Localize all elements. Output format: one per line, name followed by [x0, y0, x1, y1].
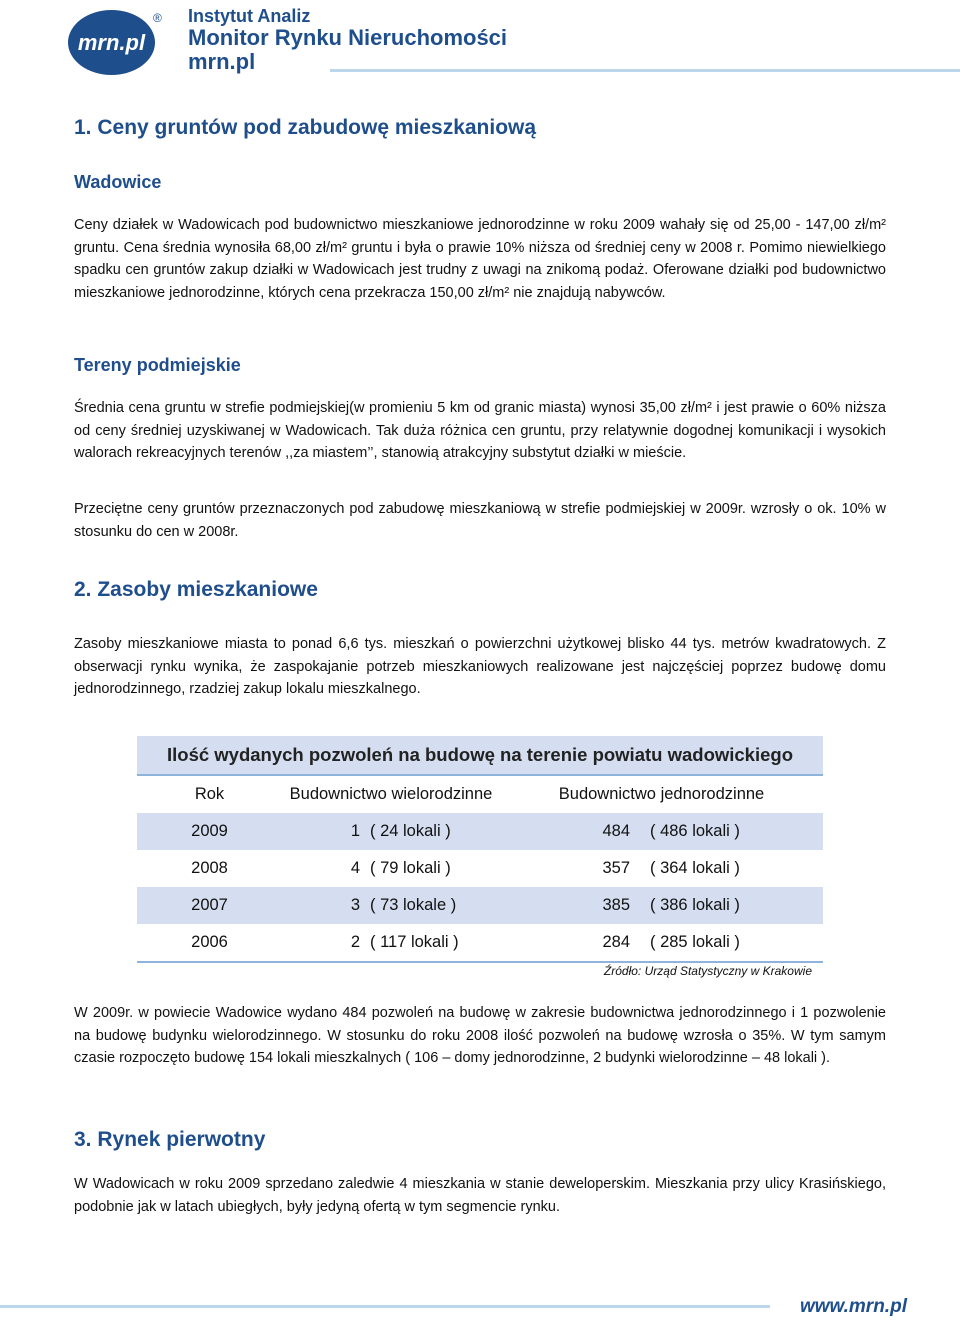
footer-website: www.mrn.pl — [800, 1296, 907, 1317]
row-single-units: ( 285 lokali ) — [650, 924, 823, 962]
logo — [68, 10, 155, 75]
housing-paragraph: Zasoby mieszkaniowe miasta to ponad 6,6 tys. mieszkań o powierzchni użytkowej blisko 44 tys. metrów kwadratowych. Z obserwacji rynku wynika, że zaspokajanie potrzeb mieszkaniowych realizowane jest najczęściej poprzez budowę domu jednorodzinnego, rzadziej zakup lokalu mieszkalnego. — [74, 636, 886, 697]
permits-table — [137, 736, 823, 963]
row-multi-units: ( 24 lokali ) — [370, 813, 500, 850]
header-multi-family: Budownictwo wielorodzinne — [282, 775, 500, 813]
section-3-title: 3. Rynek pierwotny — [74, 1128, 266, 1151]
suburban-paragraph-1: Średnia cena gruntu w strefie podmiejskiej(w promieniu 5 km od granic miasta) wynosi 35,00 zł/m² i jest prawie o 60% niższa od ceny średniej uzyskiwanej w Wadowicach. Tak duża różnica cen gruntu, przy relatywnie dogodnej komunikacji i wysokich walorach rekreacyjnych terenów ,,za miastem’’, stanowią atrakcyjny substytut działki w mieście. — [74, 400, 886, 461]
header-divider — [330, 69, 960, 72]
table-row — [137, 813, 823, 850]
row-year: 2006 — [137, 924, 282, 962]
logo-text: mrn.pl — [77, 29, 146, 55]
row-single-units: ( 364 lokali ) — [650, 850, 823, 887]
row-year: 2009 — [137, 813, 282, 850]
row-multi-units: ( 73 lokale ) — [370, 887, 500, 924]
row-single-count: 357 — [500, 850, 650, 887]
header-single-family: Budownictwo jednorodzinne — [500, 775, 823, 813]
row-year: 2007 — [137, 887, 282, 924]
header-year: Rok — [137, 775, 282, 813]
table-row — [137, 850, 823, 887]
brand-line-1: Instytut Analiz — [188, 6, 311, 26]
table-title: Ilość wydanych pozwoleń na budowę na terenie powiatu wadowickiego — [137, 736, 823, 775]
wadowice-paragraph: Ceny działek w Wadowicach pod budownictwo mieszkaniowe jednorodzinne w roku 2009 wahały się od 25,00 - 147,00 zł/m² gruntu. Cena średnia wynosiła 68,00 zł/m² gruntu i była o prawie 10% niższa od średniej ceny w 2008 r. Pomimo niewielkiego spadku cen gruntów zakup działki w Wadowicach jest trudny z uwagi na znikomą podaż. Oferowane działki pod budownictwo mieszkaniowe jednorodzinne, których cena przekracza 150,00 zł/m² nie znajdują nabywców. — [74, 217, 886, 301]
wadowice-heading: Wadowice — [74, 172, 162, 192]
suburban-paragraph-2: Przeciętne ceny gruntów przeznaczonych pod zabudowę mieszkaniową w strefie podmiejskiej w 2009r. wzrosły o ok. 10% w stosunku do cen w 2008r. — [74, 501, 886, 540]
row-single-units: ( 486 lokali ) — [650, 813, 823, 850]
brand-line-2: Monitor Rynku Nieruchomości — [188, 25, 508, 50]
page-header — [0, 0, 960, 90]
table-row — [137, 887, 823, 924]
footer-divider — [0, 1305, 770, 1308]
row-single-count: 385 — [500, 887, 650, 924]
section-2-title: 2. Zasoby mieszkaniowe — [74, 578, 318, 601]
registered-mark: ® — [153, 11, 162, 25]
row-multi-units: ( 79 lokali ) — [370, 850, 500, 887]
primary-market-paragraph: W Wadowicach w roku 2009 sprzedano zaledwie 4 mieszkania w stanie deweloperskim. Mieszkania przy ulicy Krasińskiego, podobnie jak w latach ubiegłych, były jedyną ofertą w tym segmencie rynku. — [74, 1176, 886, 1215]
table-row — [137, 924, 823, 962]
suburban-heading: Tereny podmiejskie — [74, 355, 241, 375]
row-multi-count: 4 — [282, 850, 370, 887]
brand-line-3: mrn.pl — [188, 49, 256, 74]
row-single-units: ( 386 lokali ) — [650, 887, 823, 924]
section-1-title: 1. Ceny gruntów pod zabudowę mieszkaniową — [74, 116, 537, 139]
row-multi-count: 2 — [282, 924, 370, 962]
row-multi-count: 1 — [282, 813, 370, 850]
row-single-count: 484 — [500, 813, 650, 850]
row-single-count: 284 — [500, 924, 650, 962]
row-year: 2008 — [137, 850, 282, 887]
table-source: Źródło: Urząd Statystyczny w Krakowie — [603, 964, 812, 978]
permits-paragraph: W 2009r. w powiecie Wadowice wydano 484 pozwoleń na budowę w zakresie budownictwa jednorodzinnego i 1 pozwolenie na budowę budynku wielorodzinnego. W stosunku do roku 2008 ilość pozwoleń na budowę wzrosła o 35%. W tym samym czasie rozpoczęto budowę 154 lokali mieszkalnych ( 106 – domy jednorodzinne, 2 budynki wielorodzinne – 48 lokali ). — [74, 1005, 886, 1066]
brand-name — [188, 6, 507, 74]
row-multi-units: ( 117 lokali ) — [370, 924, 500, 962]
row-multi-count: 3 — [282, 887, 370, 924]
